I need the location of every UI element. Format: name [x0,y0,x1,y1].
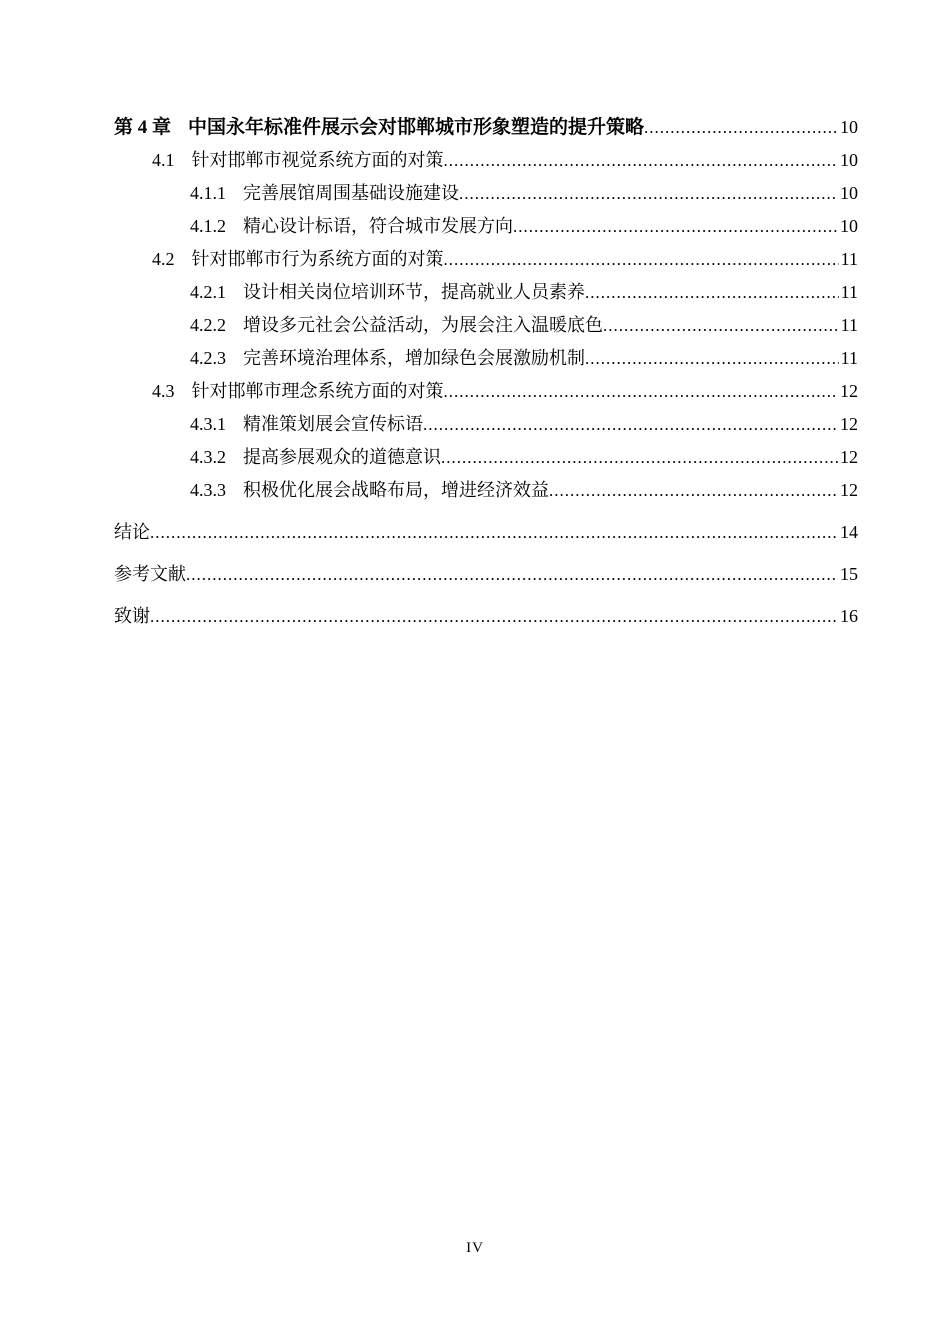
toc-entry-number: 4.1.1 [190,183,226,203]
toc-leader-dots [186,558,838,591]
toc-entry-title: 致谢 [114,606,150,626]
toc-entry-title: 完善展馆周围基础设施建设 [243,183,459,203]
toc-entry-number: 4.3.1 [190,414,226,434]
toc-leader-dots [513,210,838,243]
toc-entry-page: 10 [840,216,858,236]
toc-entry-page: 11 [840,282,858,302]
toc-entry-title: 增设多元社会公益活动，为展会注入温暖底色 [243,315,603,335]
toc-entry-page: 12 [840,381,858,401]
toc-entry[interactable] [114,243,858,276]
toc-entry[interactable] [114,600,858,633]
toc-entry-page: 10 [840,150,858,170]
toc-entry-title: 中国永年标准件展示会对邯郸城市形象塑造的提升策略 [188,117,645,138]
toc-entry-number: 4.1 [152,150,175,170]
toc-entry-number: 4.2.3 [190,348,226,368]
toc-entry-page: 12 [840,414,858,434]
toc-entry-title: 完善环境治理体系，增加绿色会展激励机制 [243,348,585,368]
toc-entry-title: 设计相关岗位培训环节，提高就业人员素养 [243,282,585,302]
toc-entry-title: 提高参展观众的道德意识 [243,447,441,467]
toc-leader-dots [585,276,839,309]
toc-entry-page: 10 [840,117,858,137]
toc-entry[interactable] [114,144,858,177]
toc-entry-page: 12 [840,447,858,467]
table-of-contents [0,0,950,633]
toc-entry[interactable] [114,474,858,507]
toc-entry-number: 4.2.1 [190,282,226,302]
toc-entry-page: 11 [840,348,858,368]
toc-entry-title: 积极优化展会战略布局，增进经济效益 [243,480,549,500]
toc-entry-number: 4.3.3 [190,480,226,500]
page-footer [0,1240,950,1257]
toc-entry-page: 12 [840,480,858,500]
toc-leader-dots [644,112,838,144]
toc-entry[interactable] [114,210,858,243]
toc-entry-page: 15 [840,564,858,584]
toc-entry[interactable] [114,408,858,441]
toc-entry-title: 针对邯郸市视觉系统方面的对策 [191,150,444,170]
toc-entry[interactable] [114,111,858,144]
toc-entry-page: 11 [840,315,858,335]
toc-entry[interactable] [114,177,858,210]
toc-entry-number: 4.3.2 [190,447,226,467]
toc-entry[interactable] [114,375,858,408]
toc-entry-title: 针对邯郸市理念系统方面的对策 [191,381,444,401]
toc-leader-dots [444,144,839,177]
toc-entry[interactable] [114,441,858,474]
toc-entry[interactable] [114,516,858,549]
toc-entry-title: 参考文献 [114,564,186,584]
toc-entry-page: 14 [840,522,858,542]
toc-entry-title: 精心设计标语，符合城市发展方向 [243,216,513,236]
toc-entry-page: 10 [840,183,858,203]
toc-entry[interactable] [114,558,858,591]
toc-entry-title: 结论 [114,522,150,542]
toc-leader-dots [444,375,839,408]
toc-entry[interactable] [114,276,858,309]
toc-leader-dots [459,177,838,210]
toc-entry[interactable] [114,309,858,342]
toc-entry-page: 11 [840,249,858,269]
toc-entry-number: 4.3 [152,381,175,401]
toc-entry-number: 4.2 [152,249,175,269]
toc-entry-title: 精准策划展会宣传标语 [243,414,423,434]
toc-leader-dots [423,408,838,441]
page-number: IV [466,1240,484,1256]
toc-entry[interactable] [114,342,858,375]
toc-leader-dots [549,474,838,507]
toc-leader-dots [150,516,838,549]
toc-entry-number: 4.2.2 [190,315,226,335]
toc-leader-dots [585,342,839,375]
toc-leader-dots [444,243,839,276]
toc-leader-dots [441,441,838,474]
toc-entry-number: 4.1.2 [190,216,226,236]
toc-leader-dots [150,600,838,633]
toc-entry-title: 针对邯郸市行为系统方面的对策 [191,249,444,269]
toc-entry-number: 第 4 章 [114,117,172,138]
toc-leader-dots [603,309,839,342]
toc-entry-page: 16 [840,606,858,626]
